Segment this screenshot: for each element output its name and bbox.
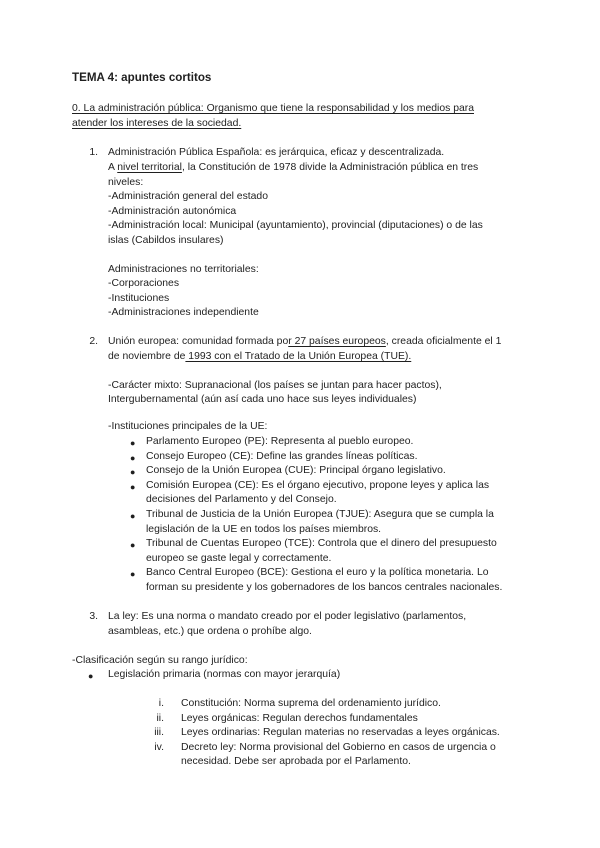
list-numeral: ii. [156, 712, 164, 724]
section-3-line-1: La ley: Es una norma o mandato creado por el poder legislativo (parlamentos, [108, 611, 467, 622]
section-2-line-1: Unión europea: comunidad formada por 27 países europeos, creada oficialmente el 1 [108, 336, 502, 347]
bullet-icon: ● [130, 467, 136, 478]
non-territorial-item: -Corporaciones [108, 278, 180, 289]
section-1-line-3: niveles: [108, 177, 144, 188]
list-numeral: iii. [154, 727, 164, 739]
intro-line-2: atender los intereses de la sociedad. [72, 118, 242, 129]
bullet-icon: ● [130, 452, 136, 463]
law-rank-item: Leyes orgánicas: Regulan derechos fundamentales [181, 712, 418, 724]
section-1-line-2: A nivel territorial, la Constitución de 1978 divide la Administración pública en tres [108, 162, 479, 173]
list-numeral: i. [158, 698, 164, 709]
bullet-icon: ● [130, 569, 136, 580]
classification-heading: -Clasificación según su rango jurídico: [72, 655, 248, 666]
mixed-character-line-2: Intergubernamental (aún así cada uno hace sus leyes individuales) [108, 394, 417, 405]
primary-legislation: Legislación primaria (normas con mayor jerarquía) [108, 669, 341, 680]
institution-item: Parlamento Europeo (PE): Representa al pueblo europeo. [146, 436, 414, 447]
institution-item: Banco Central Europeo (BCE): Gestiona el euro y la política monetaria. Lo [146, 567, 489, 579]
institution-item: Consejo de la Unión Europea (CUE): Principal órgano legislativo. [146, 465, 446, 477]
intro-line-1: 0. La administración pública: Organismo que tiene la responsabilidad y los medios para [72, 103, 474, 114]
page-title: TEMA 4: apuntes cortitos [72, 71, 212, 84]
section-1-line-4: -Administración general del estado [108, 191, 268, 202]
bullet-icon: ● [130, 438, 136, 448]
section-1-line-1: Administración Pública Española: es jerárquica, eficaz y descentralizada. [108, 147, 445, 158]
section-2-line-2: de noviembre de 1993 con el Tratado de la Unión Europea (TUE). [108, 351, 412, 362]
institution-item: decisiones del Parlamento y del Consejo. [146, 494, 337, 506]
non-territorial-item: -Administraciones independiente [108, 307, 259, 318]
institution-item: Tribunal de Justicia de la Unión Europea (TJUE): Asegura que se cumpla la [146, 509, 494, 520]
institution-item: Tribunal de Cuentas Europeo (TCE): Controla que el dinero del presupuesto [146, 538, 497, 550]
institutions-heading: -Instituciones principales de la UE: [108, 421, 268, 432]
non-territorial-item: -Instituciones [108, 293, 170, 304]
section-3-number: 3. [89, 611, 98, 622]
law-rank-item: Leyes ordinarias: Regulan materias no reservadas a leyes orgánicas. [181, 727, 500, 739]
section-3-line-2: asambleas, etc.) que ordena o prohíbe algo. [108, 626, 312, 637]
section-1-line-5: -Administración autonómica [108, 206, 237, 217]
institution-item: forman su presidente y los gobernadores de los bancos centrales nacionales. [146, 582, 503, 593]
institution-item: Comisión Europea (CE): Es el órgano ejecutivo, propone leyes y aplica las [146, 479, 490, 491]
law-rank-item: Decreto ley: Norma provisional del Gobierno en casos de urgencia o [181, 741, 496, 753]
bullet-icon: ● [130, 540, 136, 551]
law-rank-item: necesidad. Debe ser aprobada por el Parlamento. [181, 756, 411, 768]
institution-item: europeo se gaste legal y correctamente. [146, 552, 332, 564]
institution-item: Consejo Europeo (CE): Define las grandes líneas políticas. [146, 450, 418, 462]
section-1-line-6: -Administración local: Municipal (ayuntamiento), provincial (diputaciones) o de las [108, 220, 483, 231]
section-1-number: 1. [89, 147, 98, 158]
section-2-number: 2. [89, 336, 98, 347]
institution-item: legislación de la UE en todos los países miembros. [146, 523, 382, 535]
non-territorial-heading: Administraciones no territoriales: [108, 264, 259, 275]
section-1-line-7: islas (Cabildos insulares) [108, 235, 224, 246]
list-numeral: iv. [154, 741, 164, 753]
law-rank-item: Constitución: Norma suprema del ordenamiento jurídico. [181, 698, 441, 709]
mixed-character-line-1: -Carácter mixto: Supranacional (los países se juntan para hacer pactos), [108, 380, 442, 391]
bullet-icon: ● [130, 511, 136, 521]
bullet-icon: ● [130, 481, 136, 492]
bullet-icon: ● [88, 671, 94, 681]
